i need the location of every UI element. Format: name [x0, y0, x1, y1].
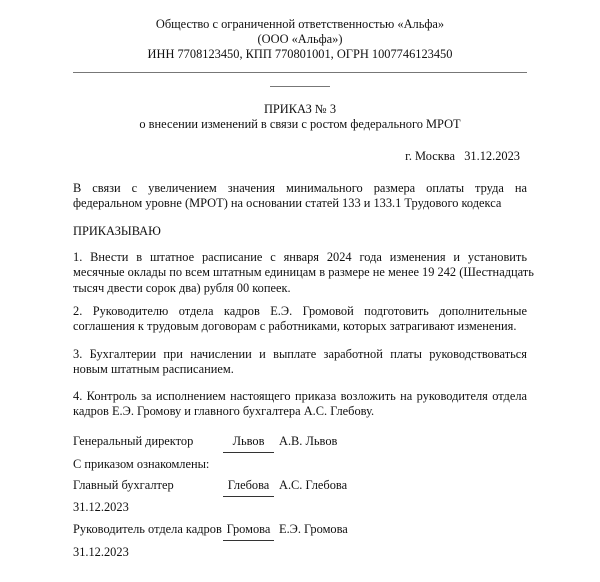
preamble-line: федеральном уровне (МРОТ) на основании статей 133 и 133.1 Трудового кодекса [73, 196, 502, 211]
order-title: ПРИКАЗ № 3 [263, 102, 337, 116]
order-subtitle: о внесении изменений в связи с ростом федерального МРОТ [139, 117, 461, 131]
directive-heading: ПРИКАЗЫВАЮ [73, 224, 161, 238]
accountant-signature: Глебова [223, 478, 274, 497]
accountant-title: Главный бухгалтер [73, 478, 174, 492]
item-line: 2. Руководителю отдела кадров Е.Э. Громовой подготовить дополнительные [73, 304, 527, 318]
item-line: 1. Внести в штатное расписание с января 2024 года изменения и установить [73, 250, 527, 264]
preamble [73, 181, 527, 212]
item-line: 4. Контроль за исполнением настоящего приказа возложить на руководителя отдела [73, 389, 527, 403]
accountant-date: 31.12.2023 [73, 500, 129, 514]
org-name: Общество с ограниченной ответственностью «Альфа» [155, 17, 445, 31]
hr-head-name: Е.Э. Громова [279, 522, 348, 536]
director-name: А.В. Львов [279, 434, 338, 448]
order-item-1 [73, 250, 534, 296]
org-short-name: (ООО «Альфа») [257, 32, 343, 46]
acknowledged-label: С приказом ознакомлены: [73, 457, 210, 471]
item-line: соглашения к трудовым договорам с работниками, которых затрагивают изменения. [73, 319, 517, 334]
accountant-name: А.С. Глебова [279, 478, 348, 492]
header-divider [73, 72, 527, 73]
order-item-4 [73, 389, 527, 420]
item-line: месячные оклады по всем штатным единицам в размере не менее 19 242 (Шестнадцать [73, 265, 534, 280]
org-identifiers: ИНН 7708123450, КПП 770801001, ОГРН 1007746123450 [147, 47, 453, 61]
director-title: Генеральный директор [73, 434, 194, 448]
item-line: кадров Е.Э. Громову и главного бухгалтера А.С. Глебову. [73, 404, 375, 419]
item-line: 3. Бухгалтерии при начислении и выплате заработной платы руководствоваться [73, 347, 527, 361]
hr-head-signature: Громова [223, 522, 274, 541]
short-divider [270, 86, 330, 87]
hr-head-date: 31.12.2023 [73, 545, 129, 559]
director-signature: Львов [223, 434, 274, 453]
preamble-line: В связи с увеличением значения минимального размера оплаты труда на [73, 181, 527, 195]
order-item-2 [73, 304, 527, 335]
place-and-date [405, 149, 520, 164]
item-line: тысяч двести сорок два) рубля 00 копеек. [73, 280, 291, 295]
hr-head-title: Руководитель отдела кадров [73, 522, 222, 536]
place-date-text: г. Москва 31.12.2023 [405, 149, 520, 163]
order-item-3 [73, 347, 527, 378]
item-line: новым штатным расписанием. [73, 362, 234, 377]
